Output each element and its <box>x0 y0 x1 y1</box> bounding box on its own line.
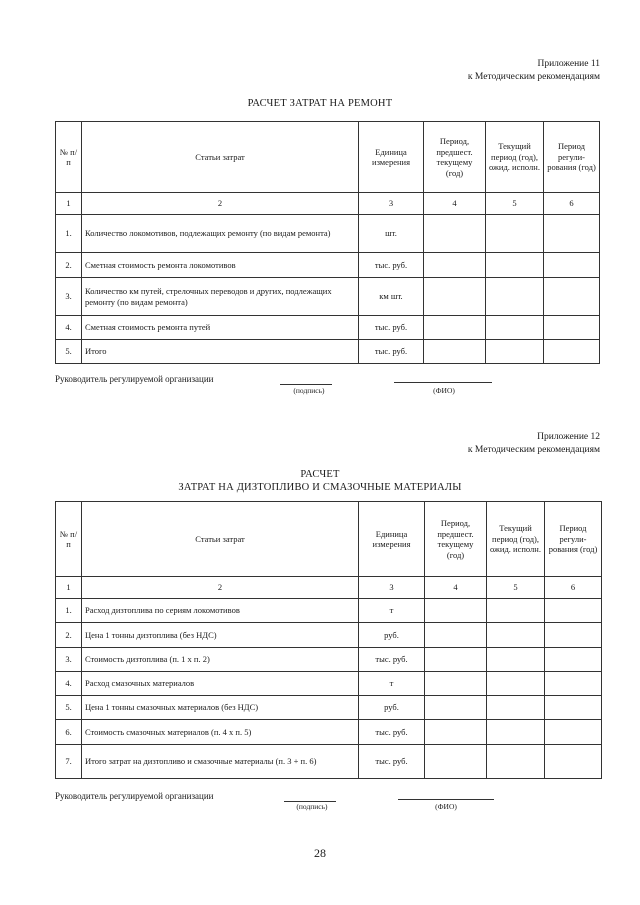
repair-cost-table <box>55 121 600 364</box>
col-header-num: № п/п <box>56 122 82 193</box>
row-item: Цена 1 тонны дизтоплива (без НДС) <box>82 623 359 648</box>
row-unit: т <box>359 672 425 696</box>
col-header-item: Статьи затрат <box>82 502 359 577</box>
row-value-cell <box>425 745 487 779</box>
row-value-cell <box>425 599 487 623</box>
appendix-12-line1: Приложение 12 <box>537 432 600 442</box>
row-value-cell <box>544 316 600 340</box>
col-header-prev-period: Период, предшест. текущему (год) <box>425 502 487 577</box>
row-number: 3. <box>56 278 82 316</box>
table-row <box>56 648 602 672</box>
row-value-cell <box>424 253 486 278</box>
row-unit: руб. <box>359 696 425 720</box>
row-number: 3. <box>56 648 82 672</box>
row-value-cell <box>487 672 545 696</box>
row-unit: тыс. руб. <box>359 745 425 779</box>
row-item: Сметная стоимость ремонта путей <box>82 316 359 340</box>
signature2-sign-caption: (подпись) <box>296 802 328 811</box>
table2-title-line2: ЗАТРАТ НА ДИЗТОПЛИВО И СМАЗОЧНЫЕ МАТЕРИАЛЫ <box>178 482 462 493</box>
row-value-cell <box>486 215 544 253</box>
row-number: 1. <box>56 215 82 253</box>
appendix-12-line2: к Методическим рекомендациям <box>467 445 600 455</box>
signature1-label: Руководитель регулируемой организации <box>55 374 214 384</box>
row-number: 4. <box>56 316 82 340</box>
row-value-cell <box>545 720 602 745</box>
fuel-lubricant-cost-table <box>55 501 602 779</box>
row-item: Стоимость дизтоплива (п. 1 х п. 2) <box>82 648 359 672</box>
col-header-regulation-period: Период регули-рования (год) <box>544 122 600 193</box>
table-row <box>56 623 602 648</box>
col-number: 6 <box>544 193 600 215</box>
table-row <box>56 720 602 745</box>
table-row <box>56 316 600 340</box>
table2-column-numbers <box>56 577 602 599</box>
row-value-cell <box>487 623 545 648</box>
row-value-cell <box>486 278 544 316</box>
row-value-cell <box>486 253 544 278</box>
appendix-12-caption <box>468 431 600 457</box>
table2-title-line1: РАСЧЕТ <box>300 469 340 480</box>
row-unit: тыс. руб. <box>359 253 424 278</box>
row-number: 5. <box>56 340 82 364</box>
row-value-cell <box>487 745 545 779</box>
col-header-item: Статьи затрат <box>82 122 359 193</box>
appendix-11-line1: Приложение 11 <box>537 59 600 69</box>
row-number: 5. <box>56 696 82 720</box>
row-item: Количество локомотивов, подлежащих ремонту (по видам ремонта) <box>82 215 359 253</box>
row-number: 2. <box>56 623 82 648</box>
row-value-cell <box>545 745 602 779</box>
signature2-name-caption: (ФИО) <box>435 802 457 811</box>
col-number: 1 <box>56 193 82 215</box>
row-value-cell <box>487 720 545 745</box>
row-value-cell <box>425 623 487 648</box>
row-unit: тыс. руб. <box>359 648 425 672</box>
row-value-cell <box>425 672 487 696</box>
appendix-11-line2: к Методическим рекомендациям <box>467 72 600 82</box>
signature2-label: Руководитель регулируемой организации <box>55 791 214 801</box>
col-number: 5 <box>486 193 544 215</box>
row-unit: тыс. руб. <box>359 340 424 364</box>
row-value-cell <box>545 648 602 672</box>
col-number: 6 <box>545 577 602 599</box>
row-item: Итого затрат на дизтопливо и смазочные материалы (п. 3 + п. 6) <box>82 745 359 779</box>
table1-column-numbers <box>56 193 600 215</box>
col-header-unit: Единица измерения <box>359 502 425 577</box>
col-number: 1 <box>56 577 82 599</box>
row-value-cell <box>486 340 544 364</box>
row-value-cell <box>545 623 602 648</box>
row-unit: т <box>359 599 425 623</box>
row-value-cell <box>486 316 544 340</box>
col-number: 2 <box>82 577 359 599</box>
signature1-name-caption: (ФИО) <box>433 386 455 395</box>
row-value-cell <box>544 253 600 278</box>
row-unit: руб. <box>359 623 425 648</box>
row-number: 1. <box>56 599 82 623</box>
table-row <box>56 215 600 253</box>
row-unit: тыс. руб. <box>359 316 424 340</box>
row-item: Стоимость смазочных материалов (п. 4 х п. 5) <box>82 720 359 745</box>
table-row <box>56 278 600 316</box>
row-number: 2. <box>56 253 82 278</box>
table-row <box>56 599 602 623</box>
row-item: Цена 1 тонны смазочных материалов (без НДС) <box>82 696 359 720</box>
signature1-name-line <box>394 382 492 383</box>
row-value-cell <box>424 215 486 253</box>
row-value-cell <box>487 696 545 720</box>
signature2-name-line <box>398 799 494 800</box>
col-header-prev-period: Период, предшест. текущему (год) <box>424 122 486 193</box>
row-value-cell <box>544 278 600 316</box>
col-number: 2 <box>82 193 359 215</box>
col-number: 3 <box>359 577 425 599</box>
row-value-cell <box>425 696 487 720</box>
table-row <box>56 745 602 779</box>
row-number: 7. <box>56 745 82 779</box>
row-value-cell <box>544 340 600 364</box>
row-item: Расход дизтоплива по сериям локомотивов <box>82 599 359 623</box>
row-value-cell <box>424 316 486 340</box>
row-value-cell <box>544 215 600 253</box>
table1-title: РАСЧЕТ ЗАТРАТ НА РЕМОНТ <box>247 98 393 109</box>
col-header-current-period: Текущий период (год), ожид. исполн. <box>486 122 544 193</box>
row-value-cell <box>424 278 486 316</box>
page-number: 28 <box>314 846 326 860</box>
row-unit: шт. <box>359 215 424 253</box>
col-number: 3 <box>359 193 424 215</box>
table-row <box>56 253 600 278</box>
signature1-sign-line <box>280 384 332 385</box>
row-value-cell <box>424 340 486 364</box>
table-row <box>56 340 600 364</box>
col-header-regulation-period: Период регули-рования (год) <box>545 502 602 577</box>
row-value-cell <box>545 672 602 696</box>
table-row <box>56 672 602 696</box>
row-item: Расход смазочных материалов <box>82 672 359 696</box>
appendix-11-caption <box>468 58 600 84</box>
row-item: Количество км путей, стрелочных переводов и других, подлежащих ремонту (по видам ремонта) <box>82 278 359 316</box>
col-header-unit: Единица измерения <box>359 122 424 193</box>
row-number: 4. <box>56 672 82 696</box>
row-value-cell <box>545 696 602 720</box>
table-row <box>56 696 602 720</box>
row-value-cell <box>545 599 602 623</box>
row-unit: тыс. руб. <box>359 720 425 745</box>
row-item: Итого <box>82 340 359 364</box>
col-number: 5 <box>487 577 545 599</box>
row-number: 6. <box>56 720 82 745</box>
table2-header-row <box>56 502 602 577</box>
col-number: 4 <box>425 577 487 599</box>
signature1-sign-caption: (подпись) <box>293 386 325 395</box>
row-unit: км шт. <box>359 278 424 316</box>
row-value-cell <box>425 720 487 745</box>
row-value-cell <box>487 648 545 672</box>
col-header-current-period: Текущий период (год), ожид. исполн. <box>487 502 545 577</box>
row-item: Сметная стоимость ремонта локомотивов <box>82 253 359 278</box>
table2-title <box>0 468 640 494</box>
col-header-num: № п/п <box>56 502 82 577</box>
table1-header-row <box>56 122 600 193</box>
row-value-cell <box>487 599 545 623</box>
col-number: 4 <box>424 193 486 215</box>
row-value-cell <box>425 648 487 672</box>
